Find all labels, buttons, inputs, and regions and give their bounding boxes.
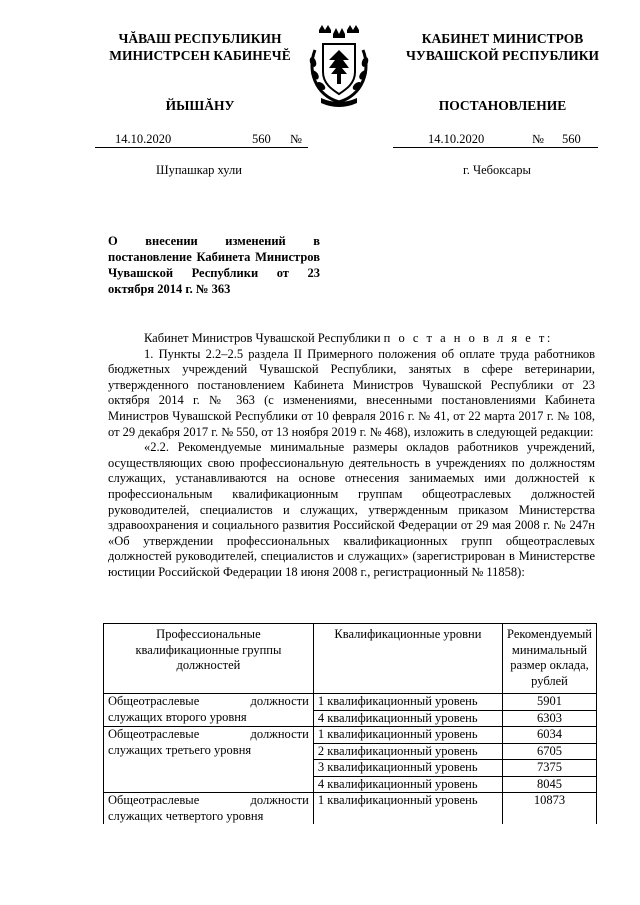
header-right-org (380, 30, 625, 64)
intro-verb: п о с т а н о в л я е т: (383, 331, 553, 345)
intro-paragraph (108, 331, 595, 347)
salary-cell: 8045 (503, 776, 597, 793)
salary-cell: 6303 (503, 710, 597, 727)
coat-of-arms-emblem (299, 20, 379, 110)
header-left-doc-type: ЙЫШĂНУ (165, 98, 235, 113)
salary-cell: 6705 (503, 743, 597, 760)
salary-cell: 5901 (503, 694, 597, 711)
group-name-cell: Общеотраслевые должности служащих третьего уровня (104, 727, 314, 793)
table-header-group: Профессиональные квалификационные группы должностей (104, 624, 314, 694)
right-number: 560 (562, 132, 581, 146)
header-left-org (80, 30, 320, 64)
header-right-line1: КАБИНЕТ МИНИСТРОВ (421, 31, 584, 46)
left-number: 560 (252, 132, 271, 146)
level-cell: 1 квалификационный уровень (313, 793, 502, 825)
paragraph-2: «2.2. Рекомендуемые минимальные размеры окладов работников учреждений, осуществляющих свою профессиональную деятельность в учреждениях по должностям служащих, устанавливаются на основе отнесения занимаемых ими должностей к профессиональным квалификационным группам общеотраслевых должностей руководителей, специалистов и служащих, утвержденным приказом Министерства здравоохранения и социального развития Российской Федерации от 29 мая 2008 г. № 247н «Об утверждении профессиональных квалификационных групп общеотраслевых должностей руководителей, специалистов и служащих» (зарегистрирован в Министерстве юстиции Российской Федерации 18 июня 2008 г., регистрационный № 11858): (108, 440, 595, 579)
level-cell: 4 квалификационный уровень (313, 710, 502, 727)
right-date-underline (393, 147, 598, 148)
table-header-row (104, 624, 597, 694)
header-right-line2: ЧУВАШСКОЙ РЕСПУБЛИКИ (406, 48, 599, 63)
right-city: г. Чебоксары (463, 163, 531, 177)
paragraph-1: 1. Пункты 2.2–2.5 раздела II Примерного положения об оплате труда работников бюджетных учреждений Чувашской Республики, занятых в сфере ветеринарии, утвержденного постановлением Кабинета Министров Чувашской Республики от 23 октября 2014 г. № 363 (с изменениями, внесенными постановлениями Кабинета Министров Чувашской Республики от 10 февраля 2016 г. № 41, от 22 марта 2017 г. № 108, от 29 декабря 2017 г. № 550, от 13 ноября 2019 г. № 468), изложить в следующей редакции: (108, 346, 595, 439)
right-date: 14.10.2020 (428, 132, 485, 146)
document-title: О внесении изменений в постановление Кабинета Министров Чувашской Республики от 23 октября 2014 г. № 363 (108, 234, 320, 296)
level-cell: 2 квалификационный уровень (313, 743, 502, 760)
salary-cell: 7375 (503, 760, 597, 777)
level-cell: 1 квалификационный уровень (313, 694, 502, 711)
header-left-line2: МИНИСТРСЕН КАБИНЕЧĔ (109, 48, 291, 63)
salary-cell: 10873 (503, 793, 597, 825)
left-number-sign: № (290, 132, 302, 146)
level-cell: 3 квалификационный уровень (313, 760, 502, 777)
table-row (104, 694, 597, 711)
table-row (104, 727, 597, 744)
intro-lead: Кабинет Министров Чувашской Республики (144, 331, 381, 345)
table-header-level: Квалификационные уровни (313, 624, 502, 694)
header-right-doc-type: ПОСТАНОВЛЕНИЕ (438, 98, 567, 113)
salary-cell: 6034 (503, 727, 597, 744)
group-name-cell: Общеотраслевые должности служащих четвертого уровня (104, 793, 314, 825)
table-row (104, 793, 597, 825)
level-cell: 1 квалификационный уровень (313, 727, 502, 744)
document-body (108, 331, 595, 581)
left-city: Шупашкар хули (156, 163, 242, 177)
group-name-cell: Общеотраслевые должности служащих второго уровня (104, 694, 314, 727)
level-cell: 4 квалификационный уровень (313, 776, 502, 793)
header-left-line1: ЧĂВАШ РЕСПУБЛИКИН (118, 31, 282, 46)
left-date: 14.10.2020 (115, 132, 172, 146)
table-header-salary: Рекомендуемый минимальный размер оклада, рублей (503, 624, 597, 694)
right-number-sign: № (532, 132, 544, 146)
salary-table (103, 623, 597, 824)
left-date-underline (95, 147, 308, 148)
